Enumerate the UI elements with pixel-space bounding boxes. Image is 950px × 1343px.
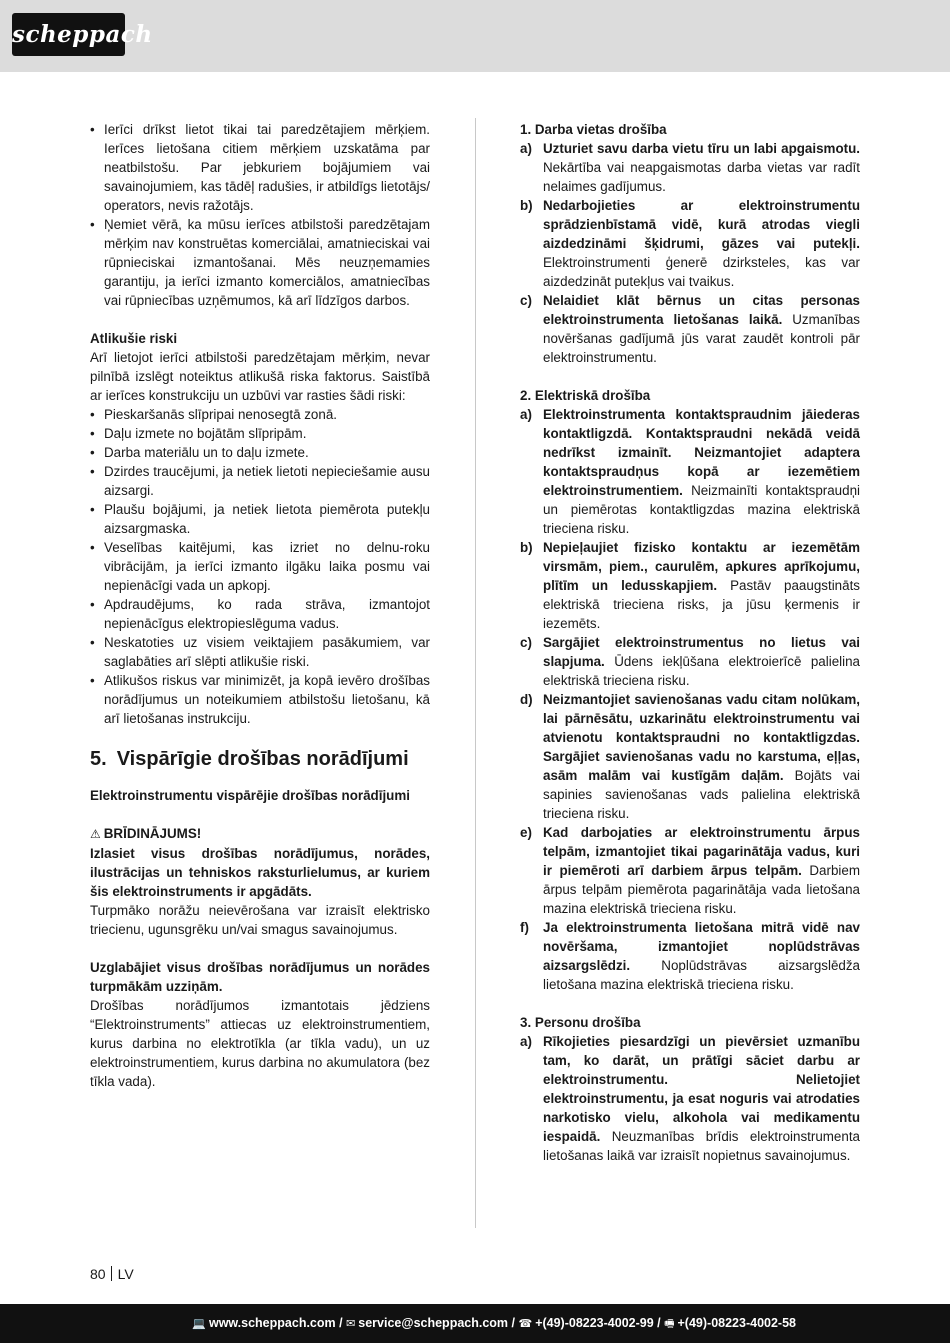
list-item: f) Ja elektroinstrumenta lietošana mitrā vidē nav novēršama, izmantojiet noplūdstrāvas aizsargslēdzi. Noplūdstrāvas aizsargslēdža lietošana mazina elektriskā trieciena risku.: [520, 920, 860, 992]
fax-number: +(49)-08223-4002-58: [677, 1316, 796, 1330]
list-item: • Pieskaršanās slīpripai nenosegtā zonā.: [90, 407, 337, 422]
list-item: • Ņemiet vērā, ka mūsu ierīces atbilstoši paredzētajam mērķim nav konstruētas komerciālai, amatnieciskai vai rūpnieciskai izmantošanai. Mēs neuzņemamies garantiju, ja ierīci izmanto komerciālos, amatniecības vai rūpniecības uzņēmumos, kā arī līdzīgos darbos.: [90, 217, 430, 308]
list-item: a) Uzturiet savu darba vietu tīru un labi apgaismotu. Nekārtība vai neapgaismotas darba vietas var radīt nelaimes gadījumus.: [520, 141, 860, 194]
list-item: • Neskatoties uz visiem veiktajiem pasākumiem, var saglabāties arī slēpti atlikušie riski.: [90, 635, 430, 669]
list-item: • Atlikušos riskus var minimizēt, ja kopā ievēro drošības norādījumus un noteikumiem atbilstošu lietošanu, kā arī lietošanas instrukciju.: [90, 673, 430, 726]
phone-number: +(49)-08223-4002-99 /: [535, 1316, 661, 1330]
list-item: • Ierīci drīkst lietot tikai tai paredzētajiem mērķiem. Ierīces lietošana citiem mērķiem uzskatāma par neatbilstošu. Par jebkuriem bojājumiem vai savainojumiem, kas tādēļ radušies, ir atbildīgs lietotājs/ operators, nevis ražotājs.: [90, 122, 430, 213]
email-link[interactable]: service@scheppach.com /: [358, 1316, 515, 1330]
left-column: [90, 120, 430, 1091]
warning-text: Turpmāko norāžu neievērošana var izraisīt elektrisko triecienu, ugunsgrēku un/vai smagus savainojumus.: [90, 903, 430, 937]
electrical-safety-heading: 2. Elektriskā drošība: [520, 388, 651, 403]
computer-icon: 💻: [192, 1317, 206, 1330]
list-item: b) Nepieļaujiet fizisko kontaktu ar iezemētām virsmām, piem., caurulēm, apkures aprīkojumu, plītīm un ledusskapjiem. Pastāv paaugstināts elektriskā trieciena risks, ja jūsu ķermenis ir iezemēts.: [520, 540, 860, 631]
email-icon: ✉: [346, 1317, 356, 1330]
list-item: e) Kad darbojaties ar elektroinstrumentu ārpus telpām, izmantojiet tikai pagarinātāja vadus, kuri ir piemēroti arī darbiem ārpus telpām. Darbiem ārpus telpām piemērota pagarinātāja vada lietošana mazina elektriskā trieciena risku.: [520, 825, 860, 916]
list-item: • Apdraudējums, ko rada strāva, izmantojot nepienācīgus elektropieslēguma vadus.: [90, 597, 430, 631]
keep-instructions-text: Drošības norādījumos izmantotais jēdziens “Elektroinstruments” attiecas uz elektroinstrumentiem, kurus darbina no elektrotīkla (ar tīkla vadu), un uz elektroinstrumentiem, kurus darbina no akumulatora (bez tīkla vada).: [90, 998, 430, 1089]
list-item: d) Neizmantojiet savienošanas vadu citam nolūkam, lai pārnēsātu, uzkarinātu elektroinstrumentu vai atvienotu kontaktspraudni no kontaktligzdas. Sargājiet savienošanas vadu no karstuma, eļļas, asām malām vai kustīgām daļām. Bojāts vai sapinies savienošanas vads palielina elektriskā trieciena risku.: [520, 692, 860, 821]
personal-safety-list: [520, 1032, 860, 1165]
column-divider: [475, 118, 476, 1228]
right-column: [520, 120, 860, 1165]
list-item: a) Elektroinstrumenta kontaktspraudnim jāiederas kontaktligzdā. Kontaktspraudni nekādā veidā nedrīkst izmainīt. Neizmantojiet adaptera kontaktspraudņus kopā ar iezemētiem elektroinstrumentiem. Neizmainīti kontaktspraudņi un piemērotas kontaktligzdas mazina elektriskā trieciena risku.: [520, 407, 860, 536]
residual-risks-intro: Arī lietojot ierīci atbilstoši paredzētajam mērķim, nevar pilnībā izslēgt noteiktus atlikušā riska faktorus. Saistībā ar ierīces konstrukciju un uzbūvi var rasties šādi riski:: [90, 350, 430, 403]
footer-band: [0, 1304, 950, 1343]
list-item: • Dzirdes traucējumi, ja netiek lietoti nepieciešamie ausu aizsargi.: [90, 464, 430, 498]
list-item: • Darba materiālu un to daļu izmete.: [90, 445, 309, 460]
phone-icon: ☎: [518, 1317, 533, 1330]
list-item: • Daļu izmete no bojātām slīpripām.: [90, 426, 307, 441]
residual-risks-heading: Atlikušie riski: [90, 331, 178, 346]
list-item: c) Nelaidiet klāt bērnus un citas personas elektroinstrumenta lietošanas laikā. Uzmanības novēršanas gadījumā jūs varat zaudēt kontroli pār elektroinstrumentu.: [520, 293, 860, 365]
intro-bullet-list: [90, 120, 430, 310]
electrical-safety-list: [520, 405, 860, 994]
warning-heading: ⚠ BRĪDINĀJUMS!: [90, 826, 202, 841]
page-number: 80 LV: [90, 1266, 134, 1282]
list-item: • Veselības kaitējumi, kas izriet no delnu-roku vibrācijām, ja ierīci izmanto ilgāku laika posmu vai nepienācīgi vada un apkopj.: [90, 540, 430, 593]
warning-bold-text: Izlasiet visus drošības norādījumus, norādes, ilustrācijas un tehniskos raksturlielumus, ar kuriem šis elektroinstruments ir apgādāts.: [90, 846, 430, 899]
personal-safety-heading: 3. Personu drošība: [520, 1015, 641, 1030]
section-5-subtitle: Elektroinstrumentu vispārējie drošības norādījumi: [90, 788, 410, 803]
website-link[interactable]: www.scheppach.com /: [208, 1316, 343, 1330]
warning-icon: ⚠: [90, 827, 101, 841]
page-number-separator: [111, 1266, 112, 1281]
residual-risks-list: [90, 405, 430, 728]
header-band: [0, 0, 950, 72]
list-item: b) Nedarbojieties ar elektroinstrumentu sprādzienbīstamā vidē, kurā atrodas viegli aizdedzināmi šķidrumi, gāzes vai putekļi. Elektroinstrumenti ģenerē dzirksteles, kas var aizdedzināt putekļus vai tvaikus.: [520, 198, 860, 289]
keep-instructions-bold: Uzglabājiet visus drošības norādījumus un norādes turpmākām uzziņām.: [90, 960, 430, 994]
scheppach-logo: scheppach: [12, 13, 125, 56]
fax-icon: 🖷: [664, 1317, 675, 1330]
list-item: • Plaušu bojājumi, ja netiek lietota piemērota putekļu aizsargmaska.: [90, 502, 430, 536]
section-5-title: 5. Vispārīgie drošības norādījumi: [90, 748, 409, 770]
list-item: a) Rīkojieties piesardzīgi un pievērsiet uzmanību tam, ko darāt, un prātīgi sāciet darbu ar elektroinstrumentu. Nelietojiet elektroinstrumentu, ja esat noguris vai atrodaties narkotisko vielu, alkohola vai medikamentu iespaidā. Neuzmanības brīdis elektroinstrumenta lietošanas laikā var izraisīt nopietnus savainojumus.: [520, 1034, 860, 1163]
work-area-safety-heading: 1. Darba vietas drošība: [520, 122, 667, 137]
list-item: c) Sargājiet elektroinstrumentus no lietus vai slapjuma. Ūdens iekļūšana elektroierīcē palielina elektriskā trieciena risku.: [520, 635, 860, 688]
work-area-safety-list: [520, 139, 860, 367]
footer-contact: [192, 1315, 796, 1334]
